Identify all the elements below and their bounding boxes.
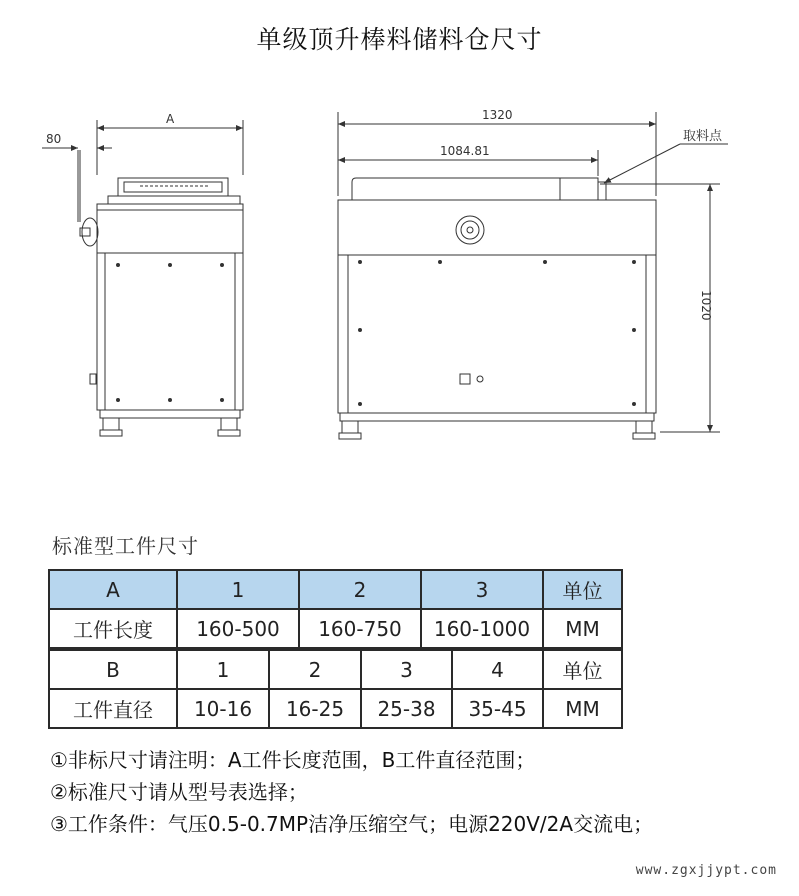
table-cell: 25-38 [361, 689, 452, 728]
dim-1320-label: 1320 [482, 108, 513, 122]
note-item: ①非标尺寸请注明：A工件长度范围，B工件直径范围； [50, 748, 536, 772]
table-b-header-row [49, 650, 622, 689]
table-cell: 3 [421, 570, 543, 609]
table-cell: MM [543, 609, 622, 648]
dim-1084-label: 1084.81 [440, 144, 490, 158]
spec-table-b [48, 649, 623, 729]
table-cell: 单位 [543, 650, 622, 689]
table-b-data-row [49, 689, 622, 728]
table-cell: 35-45 [452, 689, 543, 728]
table-cell: 工件直径 [49, 689, 177, 728]
page-title: 单级顶升棒料储料仓尺寸 [256, 25, 543, 54]
dim-80-label: 80 [46, 132, 62, 146]
side-view [42, 120, 243, 436]
table-cell: 160-750 [299, 609, 421, 648]
table-a-data-row [49, 609, 622, 648]
table-cell: 10-16 [177, 689, 269, 728]
table-cell: MM [543, 689, 622, 728]
dim-a-label: A [166, 112, 175, 126]
table-cell: 工件长度 [49, 609, 177, 648]
table-a-header-row [49, 570, 622, 609]
table-cell: 1 [177, 650, 269, 689]
table-cell: 1 [177, 570, 299, 609]
table-cell: 单位 [543, 570, 622, 609]
table-cell: 2 [299, 570, 421, 609]
table-cell: 2 [269, 650, 361, 689]
pick-point-label: 取料点 [683, 129, 723, 144]
dim-1020-label: 1020 [699, 290, 713, 321]
table-subtitle: 标准型工件尺寸 [52, 534, 199, 558]
table-cell: 3 [361, 650, 452, 689]
notes [50, 744, 653, 840]
table-cell: 160-500 [177, 609, 299, 648]
table-cell: 4 [452, 650, 543, 689]
front-view [338, 112, 728, 439]
spec-table-a [48, 569, 623, 649]
table-cell: B [49, 650, 177, 689]
note-item: ②标准尺寸请从型号表选择； [50, 780, 308, 804]
watermark: www.zgxjjypt.com [635, 863, 777, 878]
table-cell: 160-1000 [421, 609, 543, 648]
table-cell: A [49, 570, 177, 609]
table-cell: 16-25 [269, 689, 361, 728]
note-item: ③工作条件：气压0.5-0.7MP洁净压缩空气；电源220V/2A交流电； [50, 812, 654, 836]
